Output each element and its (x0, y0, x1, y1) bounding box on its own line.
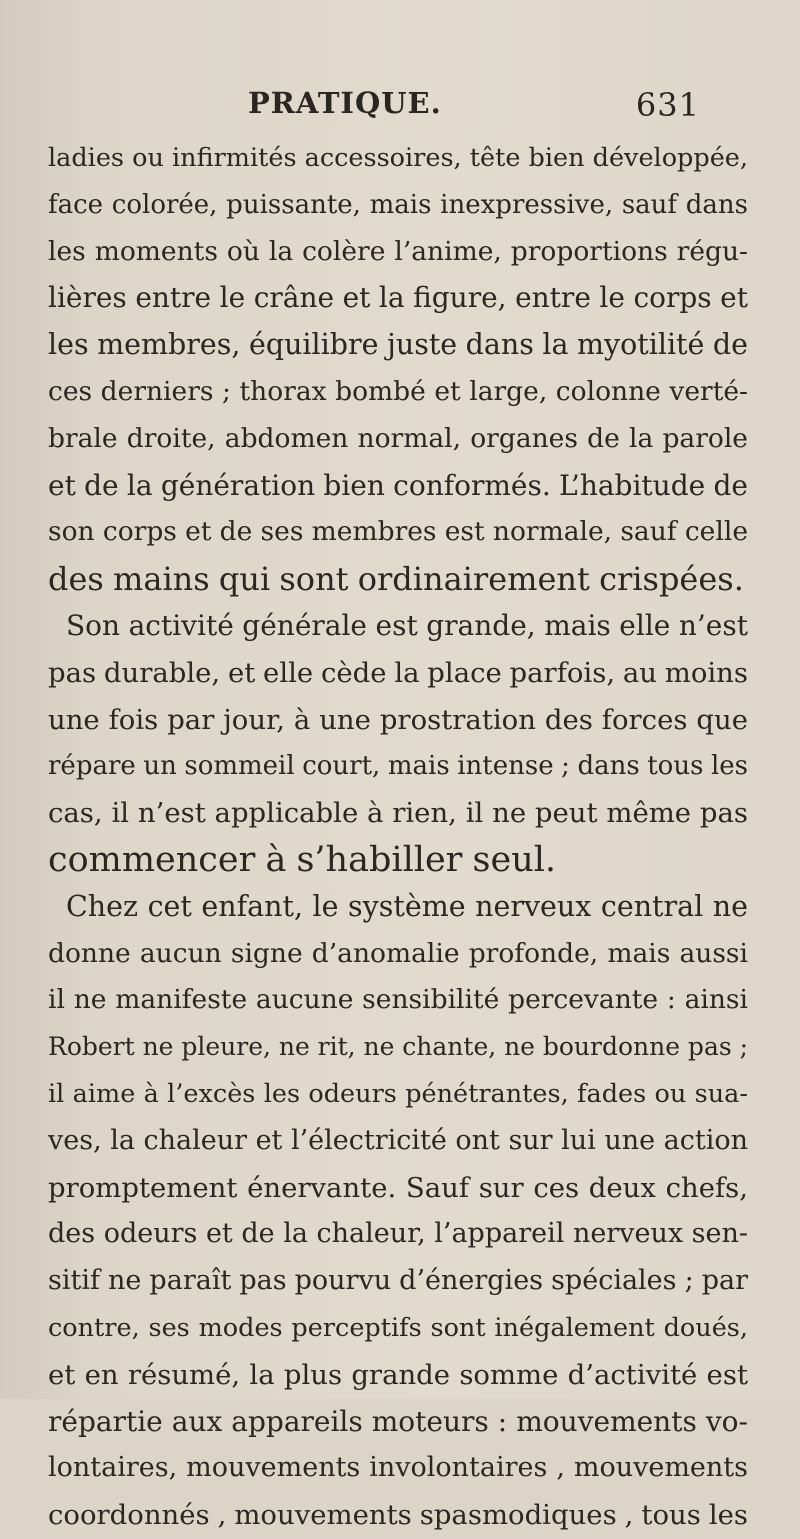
text-line: commencer à s’habiller seul. (48, 839, 557, 880)
running-title: PRATIQUE. (248, 86, 442, 120)
text-line: et en résumé, la plus grande somme d’activité est (48, 1358, 748, 1391)
text-line: Son activité générale est grande, mais elle n’est (66, 608, 748, 642)
text-line: des mains qui sont ordinairement crispées. (48, 560, 744, 599)
page-number: 631 (635, 86, 700, 124)
text-line: une fois par jour, à une prostration des forces que (48, 703, 748, 736)
text-line: répartie aux appareils moteurs : mouvements vo- (48, 1404, 748, 1438)
text-line: il aime à l’excès les odeurs pénétrantes, fades ou sua- (48, 1078, 748, 1109)
text-line: ladies ou infirmités accessoires, tête bien développée, (48, 143, 748, 173)
text-line: répare un sommeil court, mais intense ; dans tous les (48, 751, 748, 782)
running-header (248, 86, 700, 132)
text-line: promptement énervante. Sauf sur ces deux chefs, (48, 1171, 748, 1204)
text-line: ces derniers ; thorax bombé et large, colonne verté- (48, 375, 748, 407)
text-line: Chez cet enfant, le système nerveux central ne (66, 889, 748, 923)
text-line: contre, ses modes perceptifs sont inégalement doués, (48, 1312, 748, 1343)
text-line: sitif ne paraît pas pourvu d’énergies spéciales ; par (48, 1265, 748, 1297)
text-line: et de la génération bien conformés. L’habitude de (48, 468, 748, 502)
text-line: des odeurs et de la chaleur, l’appareil nerveux sen- (48, 1218, 748, 1250)
text-line: les moments où la colère l’anime, proportions régu- (48, 235, 748, 267)
text-line: cas, il n’est applicable à rien, il ne peut même pas (48, 797, 748, 830)
text-line: donne aucun signe d’anomalie profonde, mais aussi (48, 937, 748, 969)
text-line: coordonnés , mouvements spasmodiques , tous les (48, 1499, 748, 1532)
text-line: lontaires, mouvements involontaires , mouvements (48, 1452, 748, 1484)
text-line: les membres, équilibre juste dans la myotilité de (48, 328, 748, 362)
text-line: brale droite, abdomen normal, organes de la parole (48, 422, 748, 454)
text-line: Robert ne pleure, ne rit, ne chante, ne bourdonne pas ; (48, 1032, 748, 1062)
text-line: ves, la chaleur et l’électricité ont sur lui une action (48, 1124, 748, 1156)
text-line: son corps et de ses membres est normale, sauf celle (48, 516, 748, 548)
body-text (48, 135, 748, 1539)
text-line: face colorée, puissante, mais inexpressive, sauf dans (48, 189, 748, 220)
text-line: il ne manifeste aucune sensibilité percevante : ainsi (48, 984, 748, 1016)
text-line: pas durable, et elle cède la place parfois, au moins (48, 656, 748, 689)
text-line: lières entre le crâne et la figure, entre le corps et (48, 281, 748, 315)
